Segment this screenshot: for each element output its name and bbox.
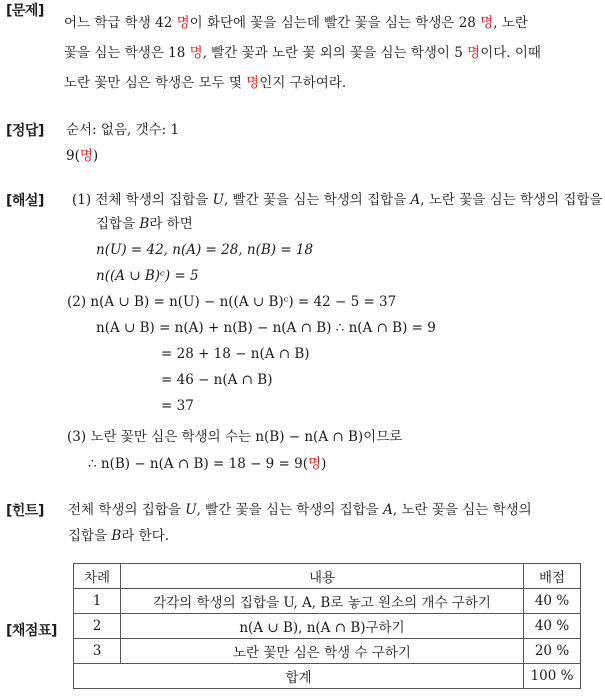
header-content: 내용 bbox=[121, 564, 524, 589]
problem-line-2: 꽃을 심는 학생은 18 명, 빨간 꽃과 노란 꽃 외의 꽃을 심는 학생이 5 명이다. 이때 bbox=[64, 45, 541, 61]
table-row bbox=[74, 589, 581, 614]
solution-step2-line5: = 37 bbox=[161, 398, 194, 414]
hint-line-1: 전체 학생의 집합을 U, 빨간 꽃을 심는 학생의 집합을 A, 노란 꽃을 심는 학생의 bbox=[68, 502, 532, 518]
row-points: 40 % bbox=[524, 589, 581, 614]
answer-label: [정답] bbox=[6, 123, 44, 139]
problem-line-3: 노란 꽃만 심은 학생은 모두 몇 명인지 구하여라. bbox=[64, 75, 347, 91]
solution-step3-result: ∴ n(B) − n(A ∩ B) = 18 − 9 = 9(명) bbox=[88, 456, 327, 472]
solution-math-2: n((A ∪ B)ᶜ) = 5 bbox=[96, 268, 199, 284]
rubric-table bbox=[73, 563, 581, 689]
row-content: 각각의 학생의 집합을 U, A, B로 놓고 원소의 개수 구하기 bbox=[121, 589, 524, 614]
row-content: n(A ∪ B), n(A ∩ B)구하기 bbox=[121, 614, 524, 639]
total-row bbox=[74, 664, 581, 689]
solution-step2-line2: n(A ∪ B) = n(A) + n(B) − n(A ∩ B) ∴ n(A ∩ B) = 9 bbox=[96, 320, 436, 336]
problem-label: [문제] bbox=[6, 3, 44, 19]
hint-line-2: 집합을 B라 한다. bbox=[68, 528, 170, 544]
table-row bbox=[74, 639, 581, 664]
total-points: 100 % bbox=[524, 664, 581, 689]
solution-label: [해설] bbox=[6, 193, 44, 209]
solution-step2: (2) n(A ∪ B) = n(U) − n((A ∪ B)ᶜ) = 42 − 5 = 37 bbox=[67, 294, 397, 310]
answer-order-line: 순서: 없음, 갯수: 1 bbox=[66, 122, 180, 138]
row-no: 3 bbox=[74, 639, 121, 664]
row-points: 20 % bbox=[524, 639, 581, 664]
solution-math-1: n(U) = 42, n(A) = 28, n(B) = 18 bbox=[96, 242, 314, 258]
header-points: 배점 bbox=[524, 564, 581, 589]
problem-line-1: 어느 학급 학생 42 명이 화단에 꽃을 심는데 빨간 꽃을 심는 학생은 28 명, 노란 bbox=[64, 15, 528, 31]
solution-step2-line3: = 28 + 18 − n(A ∩ B) bbox=[161, 346, 310, 362]
row-points: 40 % bbox=[524, 614, 581, 639]
hint-label: [힌트] bbox=[6, 503, 44, 519]
total-label: 합계 bbox=[74, 664, 524, 689]
row-no: 2 bbox=[74, 614, 121, 639]
rubric-header-row bbox=[74, 564, 581, 589]
table-row bbox=[74, 614, 581, 639]
header-order: 차례 bbox=[74, 564, 121, 589]
answer-value: 9(명) bbox=[66, 148, 99, 164]
row-no: 1 bbox=[74, 589, 121, 614]
solution-step3: (3) 노란 꽃만 심은 학생의 수는 n(B) − n(A ∩ B)이므로 bbox=[67, 429, 403, 445]
rubric-label: [채점표] bbox=[6, 623, 57, 639]
solution-step2-line4: = 46 − n(A ∩ B) bbox=[161, 372, 273, 388]
solution-step1-line1: (1) 전체 학생의 집합을 U, 빨간 꽃을 심는 학생의 집합을 A, 노란 꽃을 심는 학생의 집합을 bbox=[72, 192, 603, 208]
solution-step1-line2: 집합을 B라 하면 bbox=[96, 216, 193, 232]
row-content: 노란 꽃만 심은 학생 수 구하기 bbox=[121, 639, 524, 664]
